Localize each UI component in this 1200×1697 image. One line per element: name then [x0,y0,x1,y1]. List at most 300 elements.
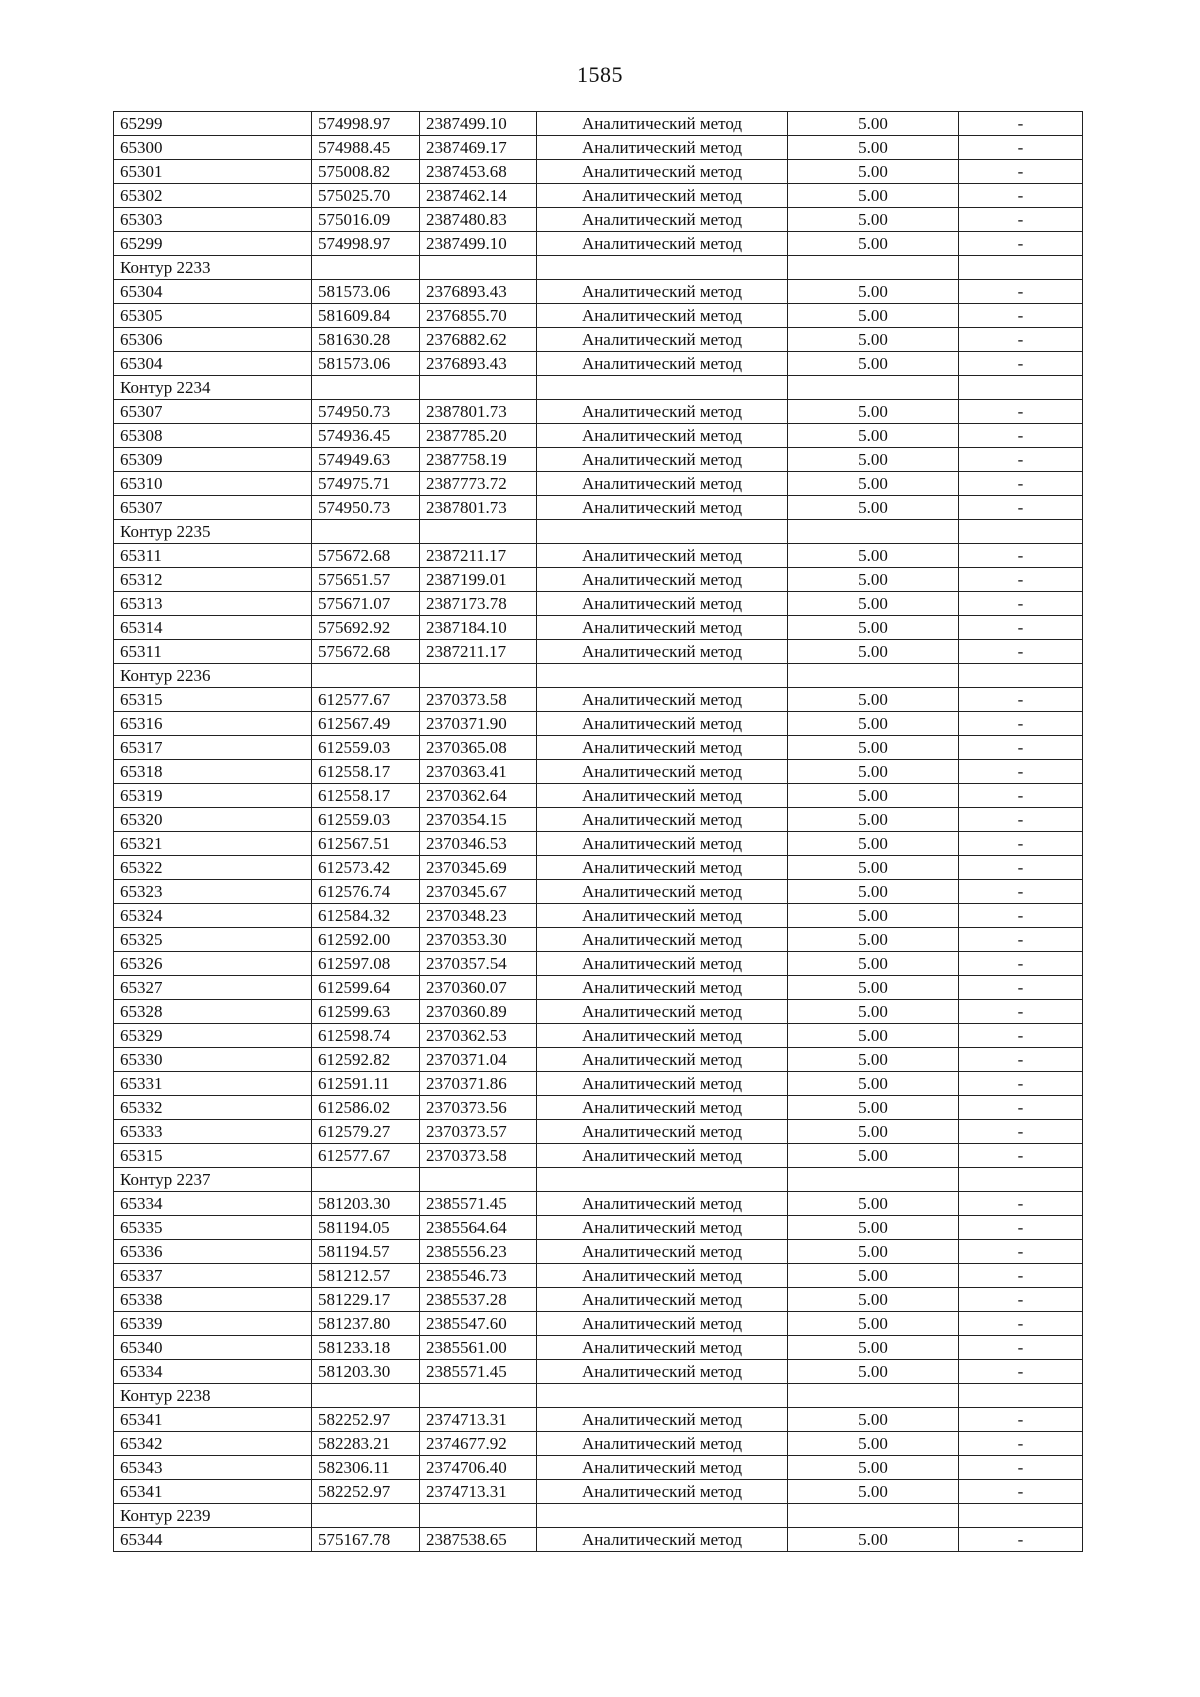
y-coordinate: 2370373.57 [420,1120,537,1144]
note-cell: - [959,856,1083,880]
y-coordinate: 2376855.70 [420,304,537,328]
method-cell: Аналитический метод [537,1336,788,1360]
point-id: 65304 [114,280,312,304]
table-row [114,808,1083,832]
note-cell: - [959,1192,1083,1216]
method-cell: Аналитический метод [537,448,788,472]
method-cell: Аналитический метод [537,904,788,928]
contour-header-row [114,376,1083,400]
point-id: 65299 [114,112,312,136]
empty-cell [537,1168,788,1192]
note-cell: - [959,1336,1083,1360]
empty-cell [959,1504,1083,1528]
empty-cell [788,664,959,688]
accuracy-cell: 5.00 [788,1000,959,1024]
x-coordinate: 575692.92 [312,616,420,640]
point-id: 65328 [114,1000,312,1024]
empty-cell [420,664,537,688]
note-cell: - [959,1240,1083,1264]
method-cell: Аналитический метод [537,1048,788,1072]
empty-cell [537,256,788,280]
accuracy-cell: 5.00 [788,856,959,880]
point-id: 65342 [114,1432,312,1456]
y-coordinate: 2374713.31 [420,1408,537,1432]
note-cell: - [959,904,1083,928]
note-cell: - [959,1456,1083,1480]
point-id: 65317 [114,736,312,760]
note-cell: - [959,880,1083,904]
empty-cell [420,1384,537,1408]
point-id: 65313 [114,592,312,616]
note-cell: - [959,760,1083,784]
table-row [114,328,1083,352]
x-coordinate: 575008.82 [312,160,420,184]
accuracy-cell: 5.00 [788,1360,959,1384]
method-cell: Аналитический метод [537,280,788,304]
accuracy-cell: 5.00 [788,616,959,640]
note-cell: - [959,1528,1083,1552]
method-cell: Аналитический метод [537,1432,788,1456]
empty-cell [788,256,959,280]
x-coordinate: 612559.03 [312,736,420,760]
table-row [114,424,1083,448]
table-row [114,1408,1083,1432]
y-coordinate: 2387453.68 [420,160,537,184]
note-cell: - [959,328,1083,352]
note-cell: - [959,1048,1083,1072]
accuracy-cell: 5.00 [788,712,959,736]
accuracy-cell: 5.00 [788,1024,959,1048]
table-row [114,880,1083,904]
table-body [114,112,1083,1552]
note-cell: - [959,1144,1083,1168]
empty-cell [959,1168,1083,1192]
accuracy-cell: 5.00 [788,160,959,184]
note-cell: - [959,160,1083,184]
method-cell: Аналитический метод [537,1120,788,1144]
x-coordinate: 581194.57 [312,1240,420,1264]
y-coordinate: 2385546.73 [420,1264,537,1288]
method-cell: Аналитический метод [537,712,788,736]
note-cell: - [959,832,1083,856]
point-id: 65334 [114,1192,312,1216]
note-cell: - [959,448,1083,472]
empty-cell [420,520,537,544]
coordinates-table [113,111,1083,1552]
note-cell: - [959,784,1083,808]
y-coordinate: 2376882.62 [420,328,537,352]
note-cell: - [959,928,1083,952]
point-id: 65310 [114,472,312,496]
x-coordinate: 574988.45 [312,136,420,160]
method-cell: Аналитический метод [537,808,788,832]
contour-label: Контур 2236 [114,664,312,688]
table-row [114,184,1083,208]
point-id: 65337 [114,1264,312,1288]
x-coordinate: 612577.67 [312,688,420,712]
method-cell: Аналитический метод [537,616,788,640]
table-row [114,688,1083,712]
x-coordinate: 574975.71 [312,472,420,496]
x-coordinate: 612598.74 [312,1024,420,1048]
point-id: 65299 [114,232,312,256]
method-cell: Аналитический метод [537,352,788,376]
empty-cell [788,1504,959,1528]
table-row [114,304,1083,328]
method-cell: Аналитический метод [537,592,788,616]
method-cell: Аналитический метод [537,424,788,448]
table-row [114,976,1083,1000]
accuracy-cell: 5.00 [788,304,959,328]
empty-cell [959,520,1083,544]
point-id: 65308 [114,424,312,448]
x-coordinate: 612558.17 [312,784,420,808]
empty-cell [537,376,788,400]
point-id: 65327 [114,976,312,1000]
method-cell: Аналитический метод [537,1360,788,1384]
point-id: 65344 [114,1528,312,1552]
x-coordinate: 582252.97 [312,1480,420,1504]
accuracy-cell: 5.00 [788,1480,959,1504]
accuracy-cell: 5.00 [788,280,959,304]
table-row [114,568,1083,592]
table-row [114,952,1083,976]
method-cell: Аналитический метод [537,784,788,808]
x-coordinate: 581609.84 [312,304,420,328]
y-coordinate: 2370362.53 [420,1024,537,1048]
note-cell: - [959,712,1083,736]
empty-cell [312,376,420,400]
x-coordinate: 575167.78 [312,1528,420,1552]
table-row [114,1336,1083,1360]
y-coordinate: 2387499.10 [420,112,537,136]
empty-cell [788,1384,959,1408]
table-row [114,1096,1083,1120]
point-id: 65323 [114,880,312,904]
x-coordinate: 612599.63 [312,1000,420,1024]
y-coordinate: 2370345.67 [420,880,537,904]
accuracy-cell: 5.00 [788,424,959,448]
point-id: 65326 [114,952,312,976]
point-id: 65322 [114,856,312,880]
contour-header-row [114,520,1083,544]
method-cell: Аналитический метод [537,760,788,784]
method-cell: Аналитический метод [537,1480,788,1504]
x-coordinate: 581233.18 [312,1336,420,1360]
x-coordinate: 575651.57 [312,568,420,592]
empty-cell [312,256,420,280]
point-id: 65304 [114,352,312,376]
point-id: 65341 [114,1408,312,1432]
empty-cell [537,1504,788,1528]
y-coordinate: 2387758.19 [420,448,537,472]
x-coordinate: 575672.68 [312,640,420,664]
method-cell: Аналитический метод [537,928,788,952]
point-id: 65331 [114,1072,312,1096]
note-cell: - [959,1120,1083,1144]
point-id: 65329 [114,1024,312,1048]
empty-cell [420,1504,537,1528]
accuracy-cell: 5.00 [788,1240,959,1264]
x-coordinate: 612579.27 [312,1120,420,1144]
empty-cell [312,520,420,544]
x-coordinate: 581573.06 [312,352,420,376]
note-cell: - [959,1408,1083,1432]
point-id: 65335 [114,1216,312,1240]
table-row [114,544,1083,568]
y-coordinate: 2370362.64 [420,784,537,808]
accuracy-cell: 5.00 [788,784,959,808]
point-id: 65309 [114,448,312,472]
method-cell: Аналитический метод [537,952,788,976]
empty-cell [420,376,537,400]
x-coordinate: 574950.73 [312,496,420,520]
accuracy-cell: 5.00 [788,592,959,616]
point-id: 65315 [114,1144,312,1168]
accuracy-cell: 5.00 [788,1048,959,1072]
note-cell: - [959,1360,1083,1384]
contour-label: Контур 2239 [114,1504,312,1528]
accuracy-cell: 5.00 [788,1408,959,1432]
note-cell: - [959,1096,1083,1120]
table-row [114,400,1083,424]
method-cell: Аналитический метод [537,544,788,568]
y-coordinate: 2385547.60 [420,1312,537,1336]
table-row [114,1144,1083,1168]
table-row [114,160,1083,184]
y-coordinate: 2376893.43 [420,280,537,304]
accuracy-cell: 5.00 [788,568,959,592]
x-coordinate: 612591.11 [312,1072,420,1096]
point-id: 65333 [114,1120,312,1144]
x-coordinate: 575672.68 [312,544,420,568]
method-cell: Аналитический метод [537,400,788,424]
table-row [114,640,1083,664]
table-row [114,472,1083,496]
method-cell: Аналитический метод [537,1312,788,1336]
point-id: 65330 [114,1048,312,1072]
point-id: 65336 [114,1240,312,1264]
accuracy-cell: 5.00 [788,1072,959,1096]
accuracy-cell: 5.00 [788,760,959,784]
note-cell: - [959,1000,1083,1024]
x-coordinate: 582306.11 [312,1456,420,1480]
y-coordinate: 2370353.30 [420,928,537,952]
y-coordinate: 2370363.41 [420,760,537,784]
table-row [114,832,1083,856]
y-coordinate: 2387801.73 [420,400,537,424]
contour-label: Контур 2238 [114,1384,312,1408]
empty-cell [312,1168,420,1192]
y-coordinate: 2374713.31 [420,1480,537,1504]
y-coordinate: 2387785.20 [420,424,537,448]
note-cell: - [959,472,1083,496]
method-cell: Аналитический метод [537,208,788,232]
accuracy-cell: 5.00 [788,232,959,256]
x-coordinate: 581212.57 [312,1264,420,1288]
note-cell: - [959,736,1083,760]
empty-cell [788,1168,959,1192]
table-row [114,760,1083,784]
method-cell: Аналитический метод [537,328,788,352]
method-cell: Аналитический метод [537,1000,788,1024]
table-row [114,1456,1083,1480]
y-coordinate: 2387211.17 [420,544,537,568]
accuracy-cell: 5.00 [788,472,959,496]
x-coordinate: 575671.07 [312,592,420,616]
x-coordinate: 612567.51 [312,832,420,856]
table-row [114,280,1083,304]
x-coordinate: 612592.82 [312,1048,420,1072]
method-cell: Аналитический метод [537,112,788,136]
method-cell: Аналитический метод [537,736,788,760]
table-row [114,1360,1083,1384]
accuracy-cell: 5.00 [788,544,959,568]
empty-cell [312,664,420,688]
note-cell: - [959,304,1083,328]
note-cell: - [959,400,1083,424]
x-coordinate: 575016.09 [312,208,420,232]
note-cell: - [959,1264,1083,1288]
note-cell: - [959,568,1083,592]
empty-cell [788,376,959,400]
contour-label: Контур 2235 [114,520,312,544]
y-coordinate: 2370360.89 [420,1000,537,1024]
point-id: 65332 [114,1096,312,1120]
method-cell: Аналитический метод [537,1528,788,1552]
accuracy-cell: 5.00 [788,184,959,208]
accuracy-cell: 5.00 [788,1096,959,1120]
x-coordinate: 581573.06 [312,280,420,304]
point-id: 65341 [114,1480,312,1504]
table-row [114,1216,1083,1240]
point-id: 65301 [114,160,312,184]
table-row [114,232,1083,256]
table-row [114,448,1083,472]
table-row [114,1048,1083,1072]
x-coordinate: 612584.32 [312,904,420,928]
x-coordinate: 612599.64 [312,976,420,1000]
point-id: 65311 [114,544,312,568]
point-id: 65334 [114,1360,312,1384]
note-cell: - [959,688,1083,712]
y-coordinate: 2370371.86 [420,1072,537,1096]
method-cell: Аналитический метод [537,832,788,856]
method-cell: Аналитический метод [537,1240,788,1264]
method-cell: Аналитический метод [537,136,788,160]
empty-cell [420,256,537,280]
table-row [114,904,1083,928]
method-cell: Аналитический метод [537,856,788,880]
y-coordinate: 2370373.58 [420,688,537,712]
method-cell: Аналитический метод [537,976,788,1000]
point-id: 65318 [114,760,312,784]
accuracy-cell: 5.00 [788,976,959,1000]
x-coordinate: 582283.21 [312,1432,420,1456]
method-cell: Аналитический метод [537,1216,788,1240]
note-cell: - [959,808,1083,832]
note-cell: - [959,184,1083,208]
y-coordinate: 2385556.23 [420,1240,537,1264]
x-coordinate: 581203.30 [312,1192,420,1216]
table-row [114,1528,1083,1552]
x-coordinate: 581237.80 [312,1312,420,1336]
x-coordinate: 612559.03 [312,808,420,832]
point-id: 65307 [114,496,312,520]
point-id: 65338 [114,1288,312,1312]
x-coordinate: 612567.49 [312,712,420,736]
method-cell: Аналитический метод [537,1264,788,1288]
accuracy-cell: 5.00 [788,688,959,712]
y-coordinate: 2387538.65 [420,1528,537,1552]
note-cell: - [959,424,1083,448]
accuracy-cell: 5.00 [788,952,959,976]
point-id: 65314 [114,616,312,640]
method-cell: Аналитический метод [537,184,788,208]
x-coordinate: 581203.30 [312,1360,420,1384]
x-coordinate: 574950.73 [312,400,420,424]
contour-header-row [114,1384,1083,1408]
note-cell: - [959,1072,1083,1096]
y-coordinate: 2370357.54 [420,952,537,976]
contour-header-row [114,664,1083,688]
accuracy-cell: 5.00 [788,1120,959,1144]
accuracy-cell: 5.00 [788,736,959,760]
method-cell: Аналитический метод [537,496,788,520]
y-coordinate: 2370346.53 [420,832,537,856]
note-cell: - [959,1432,1083,1456]
y-coordinate: 2370365.08 [420,736,537,760]
note-cell: - [959,1288,1083,1312]
accuracy-cell: 5.00 [788,1216,959,1240]
x-coordinate: 612577.67 [312,1144,420,1168]
table-row [114,1000,1083,1024]
table-row [114,1240,1083,1264]
point-id: 65300 [114,136,312,160]
y-coordinate: 2387199.01 [420,568,537,592]
note-cell: - [959,1024,1083,1048]
accuracy-cell: 5.00 [788,1192,959,1216]
accuracy-cell: 5.00 [788,1336,959,1360]
table-row [114,784,1083,808]
accuracy-cell: 5.00 [788,832,959,856]
accuracy-cell: 5.00 [788,1264,959,1288]
accuracy-cell: 5.00 [788,640,959,664]
note-cell: - [959,616,1083,640]
note-cell: - [959,976,1083,1000]
method-cell: Аналитический метод [537,880,788,904]
y-coordinate: 2370371.04 [420,1048,537,1072]
y-coordinate: 2387211.17 [420,640,537,664]
empty-cell [537,664,788,688]
empty-cell [959,664,1083,688]
y-coordinate: 2387480.83 [420,208,537,232]
y-coordinate: 2385571.45 [420,1360,537,1384]
y-coordinate: 2370373.56 [420,1096,537,1120]
point-id: 65319 [114,784,312,808]
empty-cell [537,520,788,544]
note-cell: - [959,952,1083,976]
note-cell: - [959,352,1083,376]
table-row [114,136,1083,160]
table-row [114,1120,1083,1144]
point-id: 65339 [114,1312,312,1336]
x-coordinate: 574949.63 [312,448,420,472]
empty-cell [420,1168,537,1192]
point-id: 65315 [114,688,312,712]
method-cell: Аналитический метод [537,1456,788,1480]
x-coordinate: 612592.00 [312,928,420,952]
